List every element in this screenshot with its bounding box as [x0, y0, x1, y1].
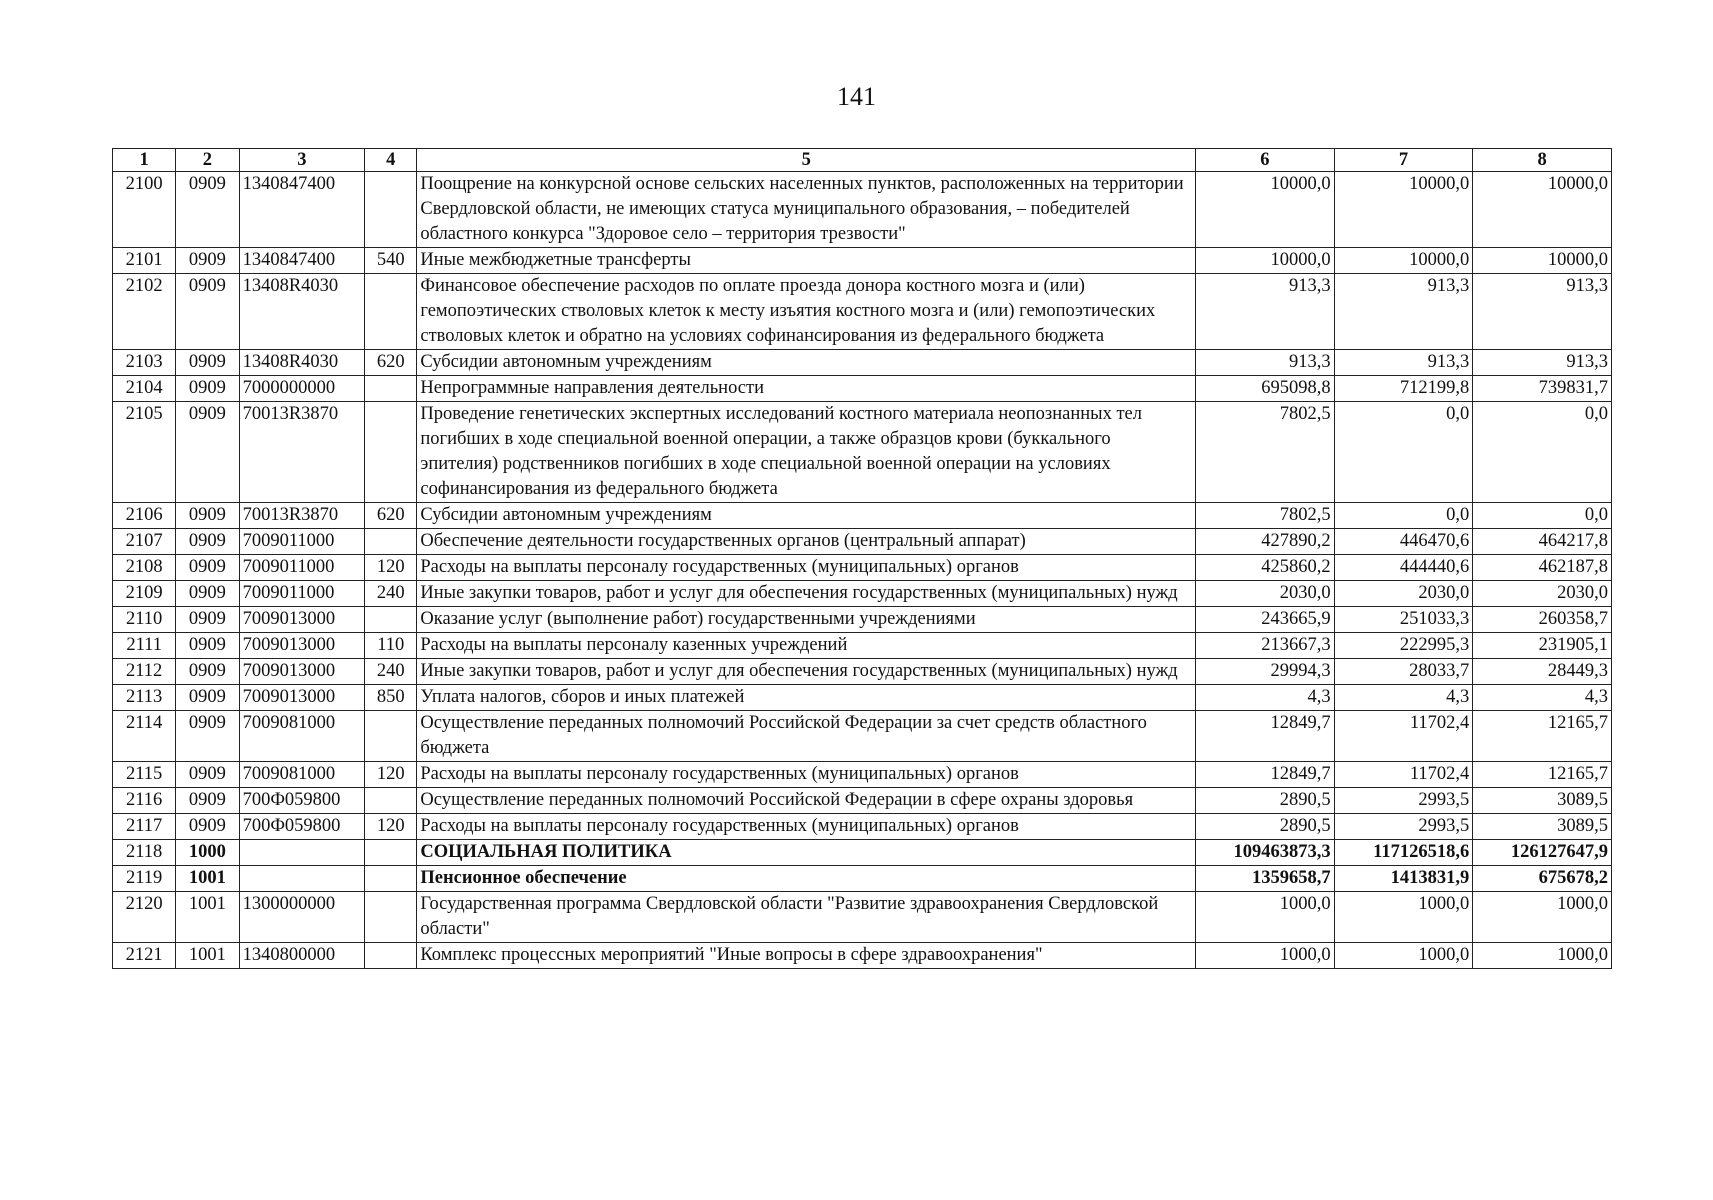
section-code: 0909	[176, 555, 239, 581]
amount-col-8: 2030,0	[1473, 581, 1612, 607]
amount-col-6: 243665,9	[1196, 607, 1335, 633]
table-row	[113, 685, 1612, 711]
expense-type-code	[365, 711, 417, 762]
amount-col-7: 1413831,9	[1334, 866, 1473, 892]
expense-type-code: 620	[365, 350, 417, 376]
expense-type-code: 240	[365, 581, 417, 607]
row-number: 2113	[113, 685, 176, 711]
target-code: 7009013000	[239, 659, 365, 685]
section-code: 0909	[176, 659, 239, 685]
row-number: 2106	[113, 503, 176, 529]
row-number: 2100	[113, 172, 176, 248]
section-code: 0909	[176, 350, 239, 376]
amount-col-8: 231905,1	[1473, 633, 1612, 659]
item-name: Иные межбюджетные трансферты	[417, 248, 1196, 274]
amount-col-6: 29994,3	[1196, 659, 1335, 685]
amount-col-8: 675678,2	[1473, 866, 1612, 892]
table-row	[113, 248, 1612, 274]
target-code: 7009081000	[239, 762, 365, 788]
amount-col-7: 2993,5	[1334, 814, 1473, 840]
target-code: 13408R4030	[239, 274, 365, 350]
row-number: 2107	[113, 529, 176, 555]
amount-col-7: 444440,6	[1334, 555, 1473, 581]
amount-col-7: 117126518,6	[1334, 840, 1473, 866]
amount-col-7: 913,3	[1334, 274, 1473, 350]
table-row	[113, 607, 1612, 633]
table-row	[113, 529, 1612, 555]
row-number: 2120	[113, 892, 176, 943]
target-code: 7009011000	[239, 529, 365, 555]
target-code	[239, 840, 365, 866]
item-name: Финансовое обеспечение расходов по оплате проезда донора костного мозга и (или) гемопоэтических стволовых клеток к месту изъятия костного мозга и (или) гемопоэтических стволовых клеток и обратно на условиях софинансирования из федерального бюджета	[417, 274, 1196, 350]
section-code: 1001	[176, 866, 239, 892]
amount-col-7: 10000,0	[1334, 248, 1473, 274]
expense-type-code	[365, 866, 417, 892]
target-code: 7009081000	[239, 711, 365, 762]
header-col-3: 3	[239, 149, 365, 172]
target-code: 7009011000	[239, 555, 365, 581]
amount-col-6: 7802,5	[1196, 503, 1335, 529]
header-col-5: 5	[417, 149, 1196, 172]
row-number: 2101	[113, 248, 176, 274]
amount-col-8: 464217,8	[1473, 529, 1612, 555]
amount-col-7: 0,0	[1334, 402, 1473, 503]
target-code: 7009011000	[239, 581, 365, 607]
row-number: 2110	[113, 607, 176, 633]
section-code: 0909	[176, 633, 239, 659]
expense-type-code	[365, 607, 417, 633]
header-col-6: 6	[1196, 149, 1335, 172]
amount-col-6: 695098,8	[1196, 376, 1335, 402]
section-code: 0909	[176, 529, 239, 555]
amount-col-7: 11702,4	[1334, 762, 1473, 788]
amount-col-8: 12165,7	[1473, 711, 1612, 762]
row-number: 2118	[113, 840, 176, 866]
target-code: 700Ф059800	[239, 814, 365, 840]
amount-col-8: 913,3	[1473, 274, 1612, 350]
amount-col-8: 1000,0	[1473, 943, 1612, 969]
section-code: 0909	[176, 503, 239, 529]
amount-col-6: 4,3	[1196, 685, 1335, 711]
amount-col-8: 28449,3	[1473, 659, 1612, 685]
amount-col-7: 0,0	[1334, 503, 1473, 529]
row-number: 2103	[113, 350, 176, 376]
item-name: Непрограммные направления деятельности	[417, 376, 1196, 402]
row-number: 2116	[113, 788, 176, 814]
item-name: Осуществление переданных полномочий Российской Федерации за счет средств областного бюджета	[417, 711, 1196, 762]
table-row	[113, 892, 1612, 943]
section-code: 0909	[176, 762, 239, 788]
item-name: СОЦИАЛЬНАЯ ПОЛИТИКА	[417, 840, 1196, 866]
amount-col-6: 1000,0	[1196, 892, 1335, 943]
table-row	[113, 633, 1612, 659]
amount-col-6: 12849,7	[1196, 711, 1335, 762]
section-code: 0909	[176, 402, 239, 503]
row-number: 2108	[113, 555, 176, 581]
target-code: 7009013000	[239, 607, 365, 633]
item-name: Государственная программа Свердловской области "Развитие здравоохранения Свердловской области"	[417, 892, 1196, 943]
item-name: Уплата налогов, сборов и иных платежей	[417, 685, 1196, 711]
table-row	[113, 840, 1612, 866]
table-row	[113, 659, 1612, 685]
amount-col-6: 913,3	[1196, 274, 1335, 350]
amount-col-7: 2993,5	[1334, 788, 1473, 814]
table-row	[113, 503, 1612, 529]
amount-col-8: 0,0	[1473, 503, 1612, 529]
section-code: 0909	[176, 711, 239, 762]
row-number: 2119	[113, 866, 176, 892]
amount-col-6: 10000,0	[1196, 248, 1335, 274]
table-row	[113, 943, 1612, 969]
row-number: 2102	[113, 274, 176, 350]
table-row	[113, 376, 1612, 402]
amount-col-6: 213667,3	[1196, 633, 1335, 659]
section-code: 0909	[176, 274, 239, 350]
target-code: 70013R3870	[239, 402, 365, 503]
amount-col-6: 1000,0	[1196, 943, 1335, 969]
expense-type-code: 110	[365, 633, 417, 659]
amount-col-7: 446470,6	[1334, 529, 1473, 555]
amount-col-6: 109463873,3	[1196, 840, 1335, 866]
target-code: 1340800000	[239, 943, 365, 969]
amount-col-6: 2890,5	[1196, 814, 1335, 840]
amount-col-8: 10000,0	[1473, 172, 1612, 248]
expense-type-code	[365, 892, 417, 943]
expense-type-code: 120	[365, 555, 417, 581]
amount-col-6: 2890,5	[1196, 788, 1335, 814]
amount-col-8: 739831,7	[1473, 376, 1612, 402]
amount-col-8: 126127647,9	[1473, 840, 1612, 866]
amount-col-6: 7802,5	[1196, 402, 1335, 503]
item-name: Осуществление переданных полномочий Российской Федерации в сфере охраны здоровья	[417, 788, 1196, 814]
amount-col-7: 11702,4	[1334, 711, 1473, 762]
section-code: 1000	[176, 840, 239, 866]
amount-col-6: 12849,7	[1196, 762, 1335, 788]
target-code: 13408R4030	[239, 350, 365, 376]
amount-col-8: 260358,7	[1473, 607, 1612, 633]
table-row	[113, 402, 1612, 503]
expense-type-code	[365, 274, 417, 350]
expense-type-code: 240	[365, 659, 417, 685]
expense-type-code	[365, 402, 417, 503]
table-body	[113, 172, 1612, 969]
item-name: Поощрение на конкурсной основе сельских населенных пунктов, расположенных на территории Свердловской области, не имеющих статуса муниципального образования, – победителей областного конкурса "Здоровое село – территория трезвости"	[417, 172, 1196, 248]
table-row	[113, 711, 1612, 762]
target-code: 7000000000	[239, 376, 365, 402]
header-col-1: 1	[113, 149, 176, 172]
expense-type-code	[365, 943, 417, 969]
budget-table	[112, 148, 1612, 969]
amount-col-6: 10000,0	[1196, 172, 1335, 248]
amount-col-7: 10000,0	[1334, 172, 1473, 248]
target-code: 7009013000	[239, 633, 365, 659]
amount-col-8: 4,3	[1473, 685, 1612, 711]
amount-col-8: 913,3	[1473, 350, 1612, 376]
header-col-4: 4	[365, 149, 417, 172]
item-name: Расходы на выплаты персоналу государственных (муниципальных) органов	[417, 762, 1196, 788]
item-name: Расходы на выплаты персоналу государственных (муниципальных) органов	[417, 814, 1196, 840]
row-number: 2105	[113, 402, 176, 503]
item-name: Расходы на выплаты персоналу государственных (муниципальных) органов	[417, 555, 1196, 581]
section-code: 0909	[176, 376, 239, 402]
section-code: 0909	[176, 607, 239, 633]
table-row	[113, 555, 1612, 581]
row-number: 2115	[113, 762, 176, 788]
item-name: Иные закупки товаров, работ и услуг для обеспечения государственных (муниципальных) нужд	[417, 659, 1196, 685]
amount-col-7: 28033,7	[1334, 659, 1473, 685]
expense-type-code: 850	[365, 685, 417, 711]
target-code: 70013R3870	[239, 503, 365, 529]
expense-type-code: 620	[365, 503, 417, 529]
amount-col-7: 251033,3	[1334, 607, 1473, 633]
amount-col-7: 1000,0	[1334, 943, 1473, 969]
expense-type-code	[365, 376, 417, 402]
section-code: 0909	[176, 172, 239, 248]
amount-col-8: 12165,7	[1473, 762, 1612, 788]
amount-col-7: 1000,0	[1334, 892, 1473, 943]
target-code: 1340847400	[239, 248, 365, 274]
expense-type-code: 120	[365, 814, 417, 840]
amount-col-6: 425860,2	[1196, 555, 1335, 581]
header-col-2: 2	[176, 149, 239, 172]
amount-col-6: 913,3	[1196, 350, 1335, 376]
amount-col-8: 10000,0	[1473, 248, 1612, 274]
amount-col-7: 2030,0	[1334, 581, 1473, 607]
expense-type-code	[365, 840, 417, 866]
expense-type-code	[365, 788, 417, 814]
table-row	[113, 581, 1612, 607]
expense-type-code	[365, 172, 417, 248]
page-number: 141	[837, 82, 876, 111]
item-name: Расходы на выплаты персоналу казенных учреждений	[417, 633, 1196, 659]
row-number: 2121	[113, 943, 176, 969]
amount-col-6: 427890,2	[1196, 529, 1335, 555]
amount-col-7: 222995,3	[1334, 633, 1473, 659]
expense-type-code: 540	[365, 248, 417, 274]
target-code: 1340847400	[239, 172, 365, 248]
amount-col-8: 1000,0	[1473, 892, 1612, 943]
section-code: 0909	[176, 685, 239, 711]
amount-col-7: 913,3	[1334, 350, 1473, 376]
table-row	[113, 788, 1612, 814]
row-number: 2104	[113, 376, 176, 402]
target-code	[239, 866, 365, 892]
section-code: 1001	[176, 892, 239, 943]
header-col-8: 8	[1473, 149, 1612, 172]
header-col-7: 7	[1334, 149, 1473, 172]
item-name: Обеспечение деятельности государственных органов (центральный аппарат)	[417, 529, 1196, 555]
amount-col-6: 2030,0	[1196, 581, 1335, 607]
row-number: 2111	[113, 633, 176, 659]
table-row	[113, 274, 1612, 350]
row-number: 2109	[113, 581, 176, 607]
amount-col-8: 0,0	[1473, 402, 1612, 503]
section-code: 0909	[176, 814, 239, 840]
table-row	[113, 762, 1612, 788]
amount-col-8: 3089,5	[1473, 788, 1612, 814]
row-number: 2114	[113, 711, 176, 762]
row-number: 2112	[113, 659, 176, 685]
table-row	[113, 172, 1612, 248]
amount-col-8: 3089,5	[1473, 814, 1612, 840]
target-code: 1300000000	[239, 892, 365, 943]
expense-type-code	[365, 529, 417, 555]
item-name: Субсидии автономным учреждениям	[417, 350, 1196, 376]
table-row	[113, 350, 1612, 376]
item-name: Оказание услуг (выполнение работ) государственными учреждениями	[417, 607, 1196, 633]
item-name: Комплекс процессных мероприятий "Иные вопросы в сфере здравоохранения"	[417, 943, 1196, 969]
table-row	[113, 814, 1612, 840]
table-row	[113, 866, 1612, 892]
target-code: 7009013000	[239, 685, 365, 711]
amount-col-8: 462187,8	[1473, 555, 1612, 581]
section-code: 0909	[176, 248, 239, 274]
item-name: Субсидии автономным учреждениям	[417, 503, 1196, 529]
expense-type-code: 120	[365, 762, 417, 788]
amount-col-7: 4,3	[1334, 685, 1473, 711]
row-number: 2117	[113, 814, 176, 840]
section-code: 1001	[176, 943, 239, 969]
amount-col-6: 1359658,7	[1196, 866, 1335, 892]
section-code: 0909	[176, 788, 239, 814]
item-name: Проведение генетических экспертных исследований костного материала неопознанных тел погибших в ходе специальной военной операции, а также образцов крови (буккального эпителия) родственников погибших в ходе специальной военной операции на условиях софинансирования из федерального бюджета	[417, 402, 1196, 503]
item-name: Иные закупки товаров, работ и услуг для обеспечения государственных (муниципальных) нужд	[417, 581, 1196, 607]
target-code: 700Ф059800	[239, 788, 365, 814]
item-name: Пенсионное обеспечение	[417, 866, 1196, 892]
amount-col-7: 712199,8	[1334, 376, 1473, 402]
section-code: 0909	[176, 581, 239, 607]
table-header	[113, 149, 1612, 172]
